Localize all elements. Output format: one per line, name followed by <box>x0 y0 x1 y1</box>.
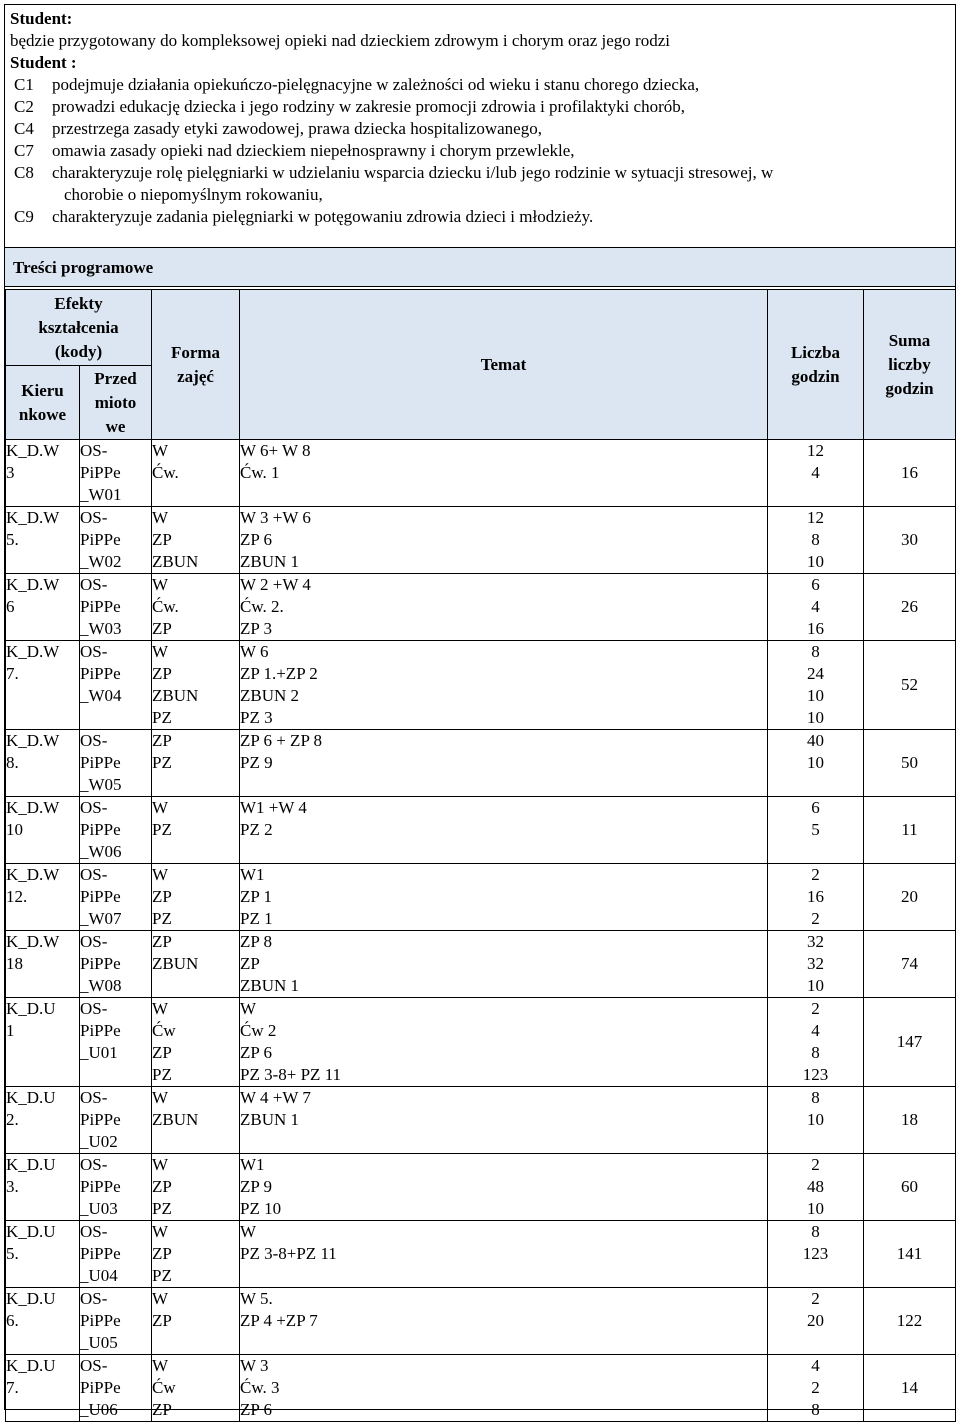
forma-zajec: ZP PZ <box>152 730 240 797</box>
suma-godzin: 147 <box>864 998 956 1087</box>
przedmiotowe-code: OS- PiPPe _U01 <box>80 998 152 1087</box>
forma-zajec: W ZP ZBUN <box>152 507 240 574</box>
suma-godzin: 11 <box>864 797 956 864</box>
header-suma: Suma liczby godzin <box>864 290 956 440</box>
przedmiotowe-code: OS- PiPPe _W06 <box>80 797 152 864</box>
liczba-godzin: 4 2 8 <box>768 1355 864 1422</box>
kierunkowe-code: K_D.U 6. <box>6 1288 80 1355</box>
goal-item <box>10 140 950 162</box>
temat: ZP 6 + ZP 8 PZ 9 <box>240 730 768 797</box>
forma-zajec: W Ćw. ZP <box>152 574 240 641</box>
temat: W1 ZP 1 PZ 1 <box>240 864 768 931</box>
goal-text: przestrzega zasady etyki zawodowej, prawa dziecka hospitalizowanego, <box>52 119 542 138</box>
kierunkowe-code: K_D.W 8. <box>6 730 80 797</box>
przedmiotowe-code: OS- PiPPe _U03 <box>80 1154 152 1221</box>
goal-item <box>10 118 950 140</box>
table-row <box>6 730 956 797</box>
przedmiotowe-code: OS- PiPPe _W03 <box>80 574 152 641</box>
temat: W 6 ZP 1.+ZP 2 ZBUN 2 PZ 3 <box>240 641 768 730</box>
table-row <box>6 641 956 730</box>
temat: W PZ 3-8+PZ 11 <box>240 1221 768 1288</box>
kierunkowe-code: K_D.W 12. <box>6 864 80 931</box>
liczba-godzin: 2 48 10 <box>768 1154 864 1221</box>
liczba-godzin: 40 10 <box>768 730 864 797</box>
goal-item <box>10 184 950 206</box>
suma-godzin: 26 <box>864 574 956 641</box>
temat: W1 ZP 9 PZ 10 <box>240 1154 768 1221</box>
goals-intro: będzie przygotowany do kompleksowej opieki nad dzieckiem zdrowym i chorym oraz jego rodzi <box>10 31 670 50</box>
temat: W 6+ W 8 Ćw. 1 <box>240 440 768 507</box>
liczba-godzin: 2 16 2 <box>768 864 864 931</box>
forma-zajec: W ZP PZ <box>152 1154 240 1221</box>
program-table <box>5 289 956 1422</box>
przedmiotowe-code: OS- PiPPe _U02 <box>80 1087 152 1154</box>
header-kierunkowe: Kieru nkowe <box>6 366 80 440</box>
forma-zajec: W Ćw ZP <box>152 1355 240 1422</box>
suma-godzin: 52 <box>864 641 956 730</box>
goal-text: podejmuje działania opiekuńczo-pielęgnacyjne w zależności od wieku i stanu chorego dziecka, <box>52 75 700 94</box>
forma-zajec: W ZP ZBUN PZ <box>152 641 240 730</box>
suma-godzin: 14 <box>864 1355 956 1422</box>
forma-zajec: ZP ZBUN <box>152 931 240 998</box>
przedmiotowe-code: OS- PiPPe _W02 <box>80 507 152 574</box>
goal-code: C9 <box>14 207 34 226</box>
liczba-godzin: 6 4 16 <box>768 574 864 641</box>
goal-code: C7 <box>14 141 34 160</box>
liczba-godzin: 6 5 <box>768 797 864 864</box>
liczba-godzin: 2 20 <box>768 1288 864 1355</box>
goal-text: charakteryzuje rolę pielęgniarki w udzielaniu wsparcia dziecku i/lub jego rodzinie w sytuacji stresowej, w <box>52 163 774 182</box>
kierunkowe-code: K_D.W 5. <box>6 507 80 574</box>
goal-code: C2 <box>14 97 34 116</box>
section-header <box>5 247 955 287</box>
suma-godzin: 50 <box>864 730 956 797</box>
table-row <box>6 1355 956 1422</box>
goal-text: charakteryzuje zadania pielęgniarki w potęgowaniu zdrowia dzieci i młodzieży. <box>52 207 594 226</box>
suma-godzin: 60 <box>864 1154 956 1221</box>
liczba-godzin: 8 24 10 10 <box>768 641 864 730</box>
kierunkowe-code: K_D.U 5. <box>6 1221 80 1288</box>
goal-code: C8 <box>14 163 34 182</box>
goal-item <box>10 74 950 96</box>
section-title: Treści programowe <box>13 258 154 277</box>
table-row <box>6 1087 956 1154</box>
forma-zajec: W ZP <box>152 1288 240 1355</box>
table-row <box>6 1154 956 1221</box>
goal-list <box>10 74 950 228</box>
table-row <box>6 1221 956 1288</box>
przedmiotowe-code: OS- PiPPe _W05 <box>80 730 152 797</box>
goal-code: C4 <box>14 119 34 138</box>
kierunkowe-code: K_D.U 2. <box>6 1087 80 1154</box>
kierunkowe-code: K_D.U 1 <box>6 998 80 1087</box>
przedmiotowe-code: OS- PiPPe _U06 <box>80 1355 152 1422</box>
temat: W 5. ZP 4 +ZP 7 <box>240 1288 768 1355</box>
table-row <box>6 440 956 507</box>
temat: W 3 +W 6 ZP 6 ZBUN 1 <box>240 507 768 574</box>
temat: ZP 8 ZP ZBUN 1 <box>240 931 768 998</box>
forma-zajec: W ZP PZ <box>152 1221 240 1288</box>
kierunkowe-code: K_D.W 18 <box>6 931 80 998</box>
przedmiotowe-code: OS- PiPPe _W01 <box>80 440 152 507</box>
goals-heading-1: Student: <box>10 9 73 28</box>
goals-heading-2: Student : <box>10 53 77 72</box>
goal-item <box>10 96 950 118</box>
suma-godzin: 141 <box>864 1221 956 1288</box>
liczba-godzin: 12 4 <box>768 440 864 507</box>
goal-item <box>10 162 950 184</box>
temat: W 2 +W 4 Ćw. 2. ZP 3 <box>240 574 768 641</box>
kierunkowe-code: K_D.W 6 <box>6 574 80 641</box>
forma-zajec: W Ćw ZP PZ <box>152 998 240 1087</box>
suma-godzin: 20 <box>864 864 956 931</box>
header-przedmiotowe: Przed mioto we <box>80 366 152 440</box>
header-forma: Forma zajęć <box>152 290 240 440</box>
forma-zajec: W ZBUN <box>152 1087 240 1154</box>
suma-godzin: 122 <box>864 1288 956 1355</box>
goal-text: omawia zasady opieki nad dzieckiem niepełnosprawny i chorym przewlekle, <box>52 141 575 160</box>
kierunkowe-code: K_D.W 3 <box>6 440 80 507</box>
goal-text: prowadzi edukację dziecka i jego rodziny w zakresie promocji zdrowia i profilaktyki chorób, <box>52 97 686 116</box>
temat: W 3 Ćw. 3 ZP 6 <box>240 1355 768 1422</box>
suma-godzin: 18 <box>864 1087 956 1154</box>
przedmiotowe-code: OS- PiPPe _W04 <box>80 641 152 730</box>
temat: W1 +W 4 PZ 2 <box>240 797 768 864</box>
przedmiotowe-code: OS- PiPPe _U04 <box>80 1221 152 1288</box>
temat: W 4 +W 7 ZBUN 1 <box>240 1087 768 1154</box>
kierunkowe-code: K_D.W 10 <box>6 797 80 864</box>
course-goals <box>10 8 950 228</box>
suma-godzin: 30 <box>864 507 956 574</box>
liczba-godzin: 8 10 <box>768 1087 864 1154</box>
przedmiotowe-code: OS- PiPPe _U05 <box>80 1288 152 1355</box>
table-row <box>6 574 956 641</box>
forma-zajec: W ZP PZ <box>152 864 240 931</box>
goal-code: C1 <box>14 75 34 94</box>
header-liczba: Liczba godzin <box>768 290 864 440</box>
table-row <box>6 864 956 931</box>
header-efekty: Efekty kształcenia (kody) <box>6 290 152 366</box>
table-row <box>6 931 956 998</box>
temat: W Ćw 2 ZP 6 PZ 3-8+ PZ 11 <box>240 998 768 1087</box>
liczba-godzin: 12 8 10 <box>768 507 864 574</box>
suma-godzin: 16 <box>864 440 956 507</box>
goal-text: chorobie o niepomyślnym rokowaniu, <box>64 185 323 204</box>
przedmiotowe-code: OS- PiPPe _W07 <box>80 864 152 931</box>
liczba-godzin: 32 32 10 <box>768 931 864 998</box>
table-row <box>6 797 956 864</box>
table-row <box>6 998 956 1087</box>
kierunkowe-code: K_D.W 7. <box>6 641 80 730</box>
liczba-godzin: 8 123 <box>768 1221 864 1288</box>
forma-zajec: W Ćw. <box>152 440 240 507</box>
table-row <box>6 507 956 574</box>
header-temat: Temat <box>240 290 768 440</box>
liczba-godzin: 2 4 8 123 <box>768 998 864 1087</box>
przedmiotowe-code: OS- PiPPe _W08 <box>80 931 152 998</box>
forma-zajec: W PZ <box>152 797 240 864</box>
kierunkowe-code: K_D.U 7. <box>6 1355 80 1422</box>
kierunkowe-code: K_D.U 3. <box>6 1154 80 1221</box>
table-row <box>6 1288 956 1355</box>
suma-godzin: 74 <box>864 931 956 998</box>
goal-item <box>10 206 950 228</box>
